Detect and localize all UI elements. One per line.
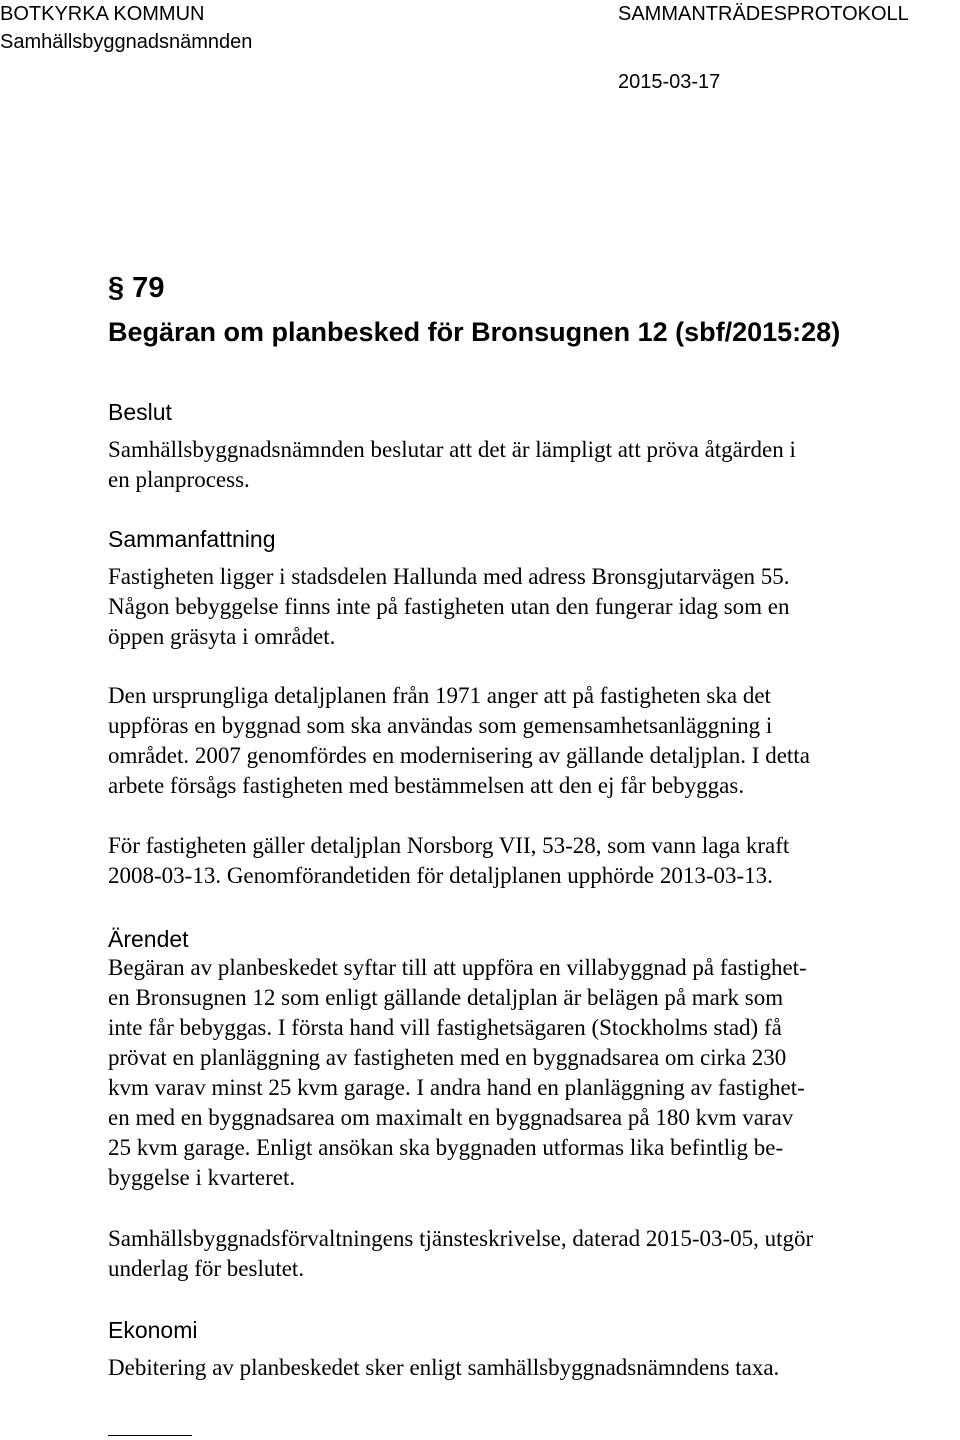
text-line: inte får bebyggas. I första hand vill fastighetsägaren (Stockholms stad) få <box>108 1015 782 1040</box>
text-line: kvm varav minst 25 kvm garage. I andra hand en planläggning av fastighet- <box>108 1075 805 1100</box>
paragraph-arendet-2 <box>108 1224 958 1284</box>
text-line: underlag för beslutet. <box>108 1256 305 1281</box>
text-line: Samhällsbyggnadsförvaltningens tjänsteskrivelse, daterad 2015-03-05, utgör <box>108 1226 814 1251</box>
heading-arendet: Ärendet <box>108 926 189 952</box>
text-line: För fastigheten gäller detaljplan Norsborg VII, 53-28, som vann laga kraft <box>108 833 790 858</box>
text-line: en med en byggnadsarea om maximalt en byggnadsarea på 180 kvm varav <box>108 1105 794 1130</box>
text-line: byggelse i kvarteret. <box>108 1165 296 1190</box>
section-title: Begäran om planbesked för Bronsugnen 12 (sbf/2015:28) <box>108 317 841 347</box>
text-line: Den ursprungliga detaljplanen från 1971 anger att på fastigheten ska det <box>108 683 771 708</box>
paragraph-beslut <box>108 435 958 495</box>
document-type: SAMMANTRÄDESPROTOKOLL <box>618 3 909 25</box>
text-line: en planprocess. <box>108 467 250 492</box>
meeting-date: 2015-03-17 <box>618 71 721 93</box>
heading-sammanfattning: Sammanfattning <box>108 526 276 552</box>
paragraph-sammanfattning-3 <box>108 831 958 891</box>
text-line: öppen gräsyta i området. <box>108 624 336 649</box>
signature-divider <box>108 1435 192 1436</box>
text-line: Debitering av planbeskedet sker enligt samhällsbyggnadsnämndens taxa. <box>108 1355 780 1380</box>
paragraph-arendet-1 <box>108 953 958 1193</box>
text-line: Någon bebyggelse finns inte på fastigheten utan den fungerar idag som en <box>108 594 790 619</box>
section-number: § 79 <box>108 272 165 304</box>
text-line: arbete försågs fastigheten med bestämmelsen att den ej får bebyggas. <box>108 773 745 798</box>
text-line: 2008-03-13. Genomförandetiden för detaljplanen upphörde 2013-03-13. <box>108 863 773 888</box>
text-line: uppföras en byggnad som ska användas som gemensamhetsanläggning i <box>108 713 773 738</box>
text-line: Samhällsbyggnadsnämnden beslutar att det är lämpligt att pröva åtgärden i <box>108 437 796 462</box>
organization-name: BOTKYRKA KOMMUN <box>0 3 205 25</box>
department-name: Samhällsbyggnadsnämnden <box>0 31 253 53</box>
text-line: området. 2007 genomfördes en modernisering av gällande detaljplan. I detta <box>108 743 810 768</box>
text-line: Begäran av planbeskedet syftar till att uppföra en villabyggnad på fastighet- <box>108 955 807 980</box>
paragraph-ekonomi <box>108 1353 958 1383</box>
heading-beslut: Beslut <box>108 399 172 425</box>
heading-ekonomi: Ekonomi <box>108 1317 198 1343</box>
text-line: prövat en planläggning av fastigheten med en byggnadsarea om cirka 230 <box>108 1045 787 1070</box>
text-line: en Bronsugnen 12 som enligt gällande detaljplan är belägen på mark som <box>108 985 784 1010</box>
text-line: Fastigheten ligger i stadsdelen Hallunda med adress Bronsgjutarvägen 55. <box>108 564 790 589</box>
paragraph-sammanfattning-1 <box>108 562 958 652</box>
paragraph-sammanfattning-2 <box>108 681 958 801</box>
text-line: 25 kvm garage. Enligt ansökan ska byggnaden utformas lika befintlig be- <box>108 1135 784 1160</box>
